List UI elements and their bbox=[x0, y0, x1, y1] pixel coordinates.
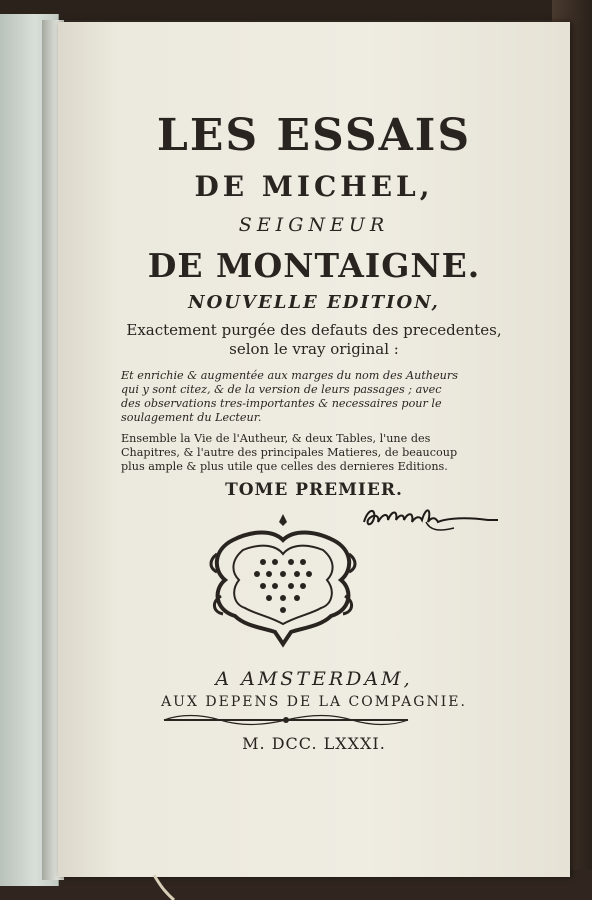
imprint-date: M. DCC. LXXXI. bbox=[242, 734, 386, 753]
contents-line: Chapitres, & l'autre des principales Matieres, de beaucoup bbox=[121, 446, 458, 459]
imprint-place: A AMSTERDAM, bbox=[215, 668, 413, 690]
volume-label: TOME PREMIER. bbox=[225, 480, 403, 500]
description-line: qui y sont citez, & de la version de leurs passages ; avec bbox=[121, 383, 442, 396]
background-top bbox=[0, 0, 592, 20]
edition-line: NOUVELLE EDITION, bbox=[188, 292, 440, 313]
printer-ornament-icon bbox=[203, 510, 363, 650]
ornamental-rule bbox=[160, 714, 412, 726]
contents-line: plus ample & plus utile que celles des dernieres Editions. bbox=[121, 460, 448, 473]
bookmark-string bbox=[150, 875, 190, 900]
description-line: des observations tres-importantes & necessaires pour le bbox=[121, 397, 442, 410]
subtitle-line-2: selon le vray original : bbox=[229, 340, 399, 358]
description-line: soulagement du Lecteur. bbox=[121, 411, 262, 424]
handwritten-signature bbox=[358, 500, 508, 536]
title-line-1: LES ESSAIS bbox=[156, 110, 472, 161]
title-line-2: DE MICHEL, bbox=[194, 170, 434, 203]
imprint-publisher: AUX DEPENS DE LA COMPAGNIE. bbox=[161, 694, 467, 710]
title-line-3: SEIGNEUR bbox=[238, 214, 390, 236]
title-line-4: DE MONTAIGNE. bbox=[147, 246, 481, 285]
description-line: Et enrichie & augmentée aux marges du nom des Autheurs bbox=[121, 369, 458, 382]
title-page bbox=[58, 22, 570, 877]
subtitle-line-1: Exactement purgée des defauts des precedentes, bbox=[126, 321, 502, 339]
contents-line: Ensemble la Vie de l'Autheur, & deux Tables, l'une des bbox=[121, 432, 431, 445]
